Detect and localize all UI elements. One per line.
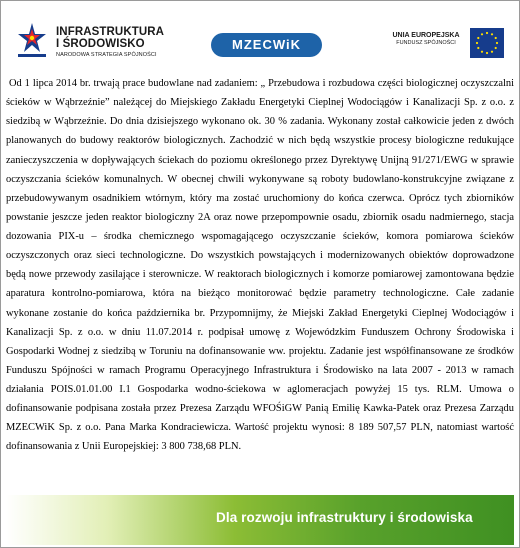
eu-logo-line1: UNIA EUROPEJSKA xyxy=(392,32,460,39)
header xyxy=(0,0,520,72)
footer-banner xyxy=(6,495,514,545)
star-emblem-icon xyxy=(12,20,52,60)
eu-logo xyxy=(386,28,506,60)
eu-logo-line2: FUNDUSZ SPÓJNOŚCI xyxy=(396,40,456,46)
article-body xyxy=(6,74,514,457)
mzecwik-logo-text: MZECWiK xyxy=(232,37,301,52)
article-paragraph: Od 1 lipca 2014 br. trwają prace budowlane nad zadaniem: „ Przebudowa i rozbudowa części biologicznej oczyszczalni ścieków w Wąbrzeźnie” należącej do Miejskiego Zakładu Energetyki Cieplnej Wodociągów i Kanalizacji Sp. z o.o. z siedzibą w Wąbrzeźnie. Do dnia dzisiejszego wykonano ok. 30 % zadania. Wykonany został całkowicie jeden z dwóch planowanych do budowy reaktorów biologicznych. Zachodzić w nich będą wszystkie procesy biologiczne redukujące zanieczyszczenia w dopływających ściekach do poziomu określonego przez Dyrektywę Unijną 91/271/EWG w sprawie oczyszczania ścieków komunalnych. W obecnej chwili wykonywane są roboty budowlano-konstrukcyjne związane z przebudowywanym osadnikiem wtórnym, który ma zostać uruchomiony do końca czerwca. Oprócz tych zbiorników powstanie jeszcze jeden reaktor biologiczny 2A oraz nowe przepompownie osadu, zbiornik osadu nadmiernego, stacja dozowania PIX-u – środka chemicznego wspomagającego oczyszczanie ścieków, komora pomiarowa ścieków oczyszczonych oraz sieci technologiczne. Do wszystkich powstających i modernizowanych obiektów doprowadzone będą nowe przewody zasilające i sterownicze. W reaktorach biologicznych i komorze pomiarowej zamontowana będzie aparatura kontrolno-pomiarowa, która na bieżąco monitorować będzie parametry technologiczne. Całe zadanie wykonane zostanie do końca października br. Przypomnijmy, że Miejski Zakład Energetyki Cieplnej Wodociągów i Kanalizacji Sp. z o.o. w dniu 11.07.2014 r. podpisał umowę z Wojewódzkim Funduszem Ochrony Środowiska i Gospodarki Wodnej z siedzibą w Toruniu na dofinansowanie ww. projektu. Zadanie jest współfinansowane ze środków Funduszu Spójności w ramach Programu Operacyjnego Infrastruktura i Środowisko na lata 2007 - 2013 w ramach działania POIS.01.01.00 I.1 Gospodarka wodno-ściekowa w aglomeracjach powyżej 15 tys. RLM. Umowa o dofinansowanie podpisana została przez Prezesa Zarządu WFOŚiGW Panią Emilię Kawka-Patek oraz Prezesa Zarządu MZECWiK Sp. z o.o. Pana Marka Kondraciewicza. Wartość projektu wynosi: 8 189 507,57 PLN, natomiast wartość dofinansowania z Unii Europejskiej: 3 800 738,68 PLN. xyxy=(6,78,514,453)
mzecwik-logo xyxy=(211,33,322,57)
infrastruktura-srodowisko-logo xyxy=(12,20,172,60)
fe-logo-line1: INFRASTRUKTURA xyxy=(56,26,165,38)
footer-banner-text: Dla rozwoju infrastruktury i środowiska xyxy=(216,510,473,525)
eu-flag-icon xyxy=(470,28,504,58)
fe-logo-text xyxy=(56,26,164,58)
eu-logo-text xyxy=(386,32,466,46)
fe-logo-line2: I ŚRODOWISKO xyxy=(56,38,145,50)
fe-logo-subtitle: NARODOWA STRATEGIA SPÓJNOŚCI xyxy=(56,52,157,58)
